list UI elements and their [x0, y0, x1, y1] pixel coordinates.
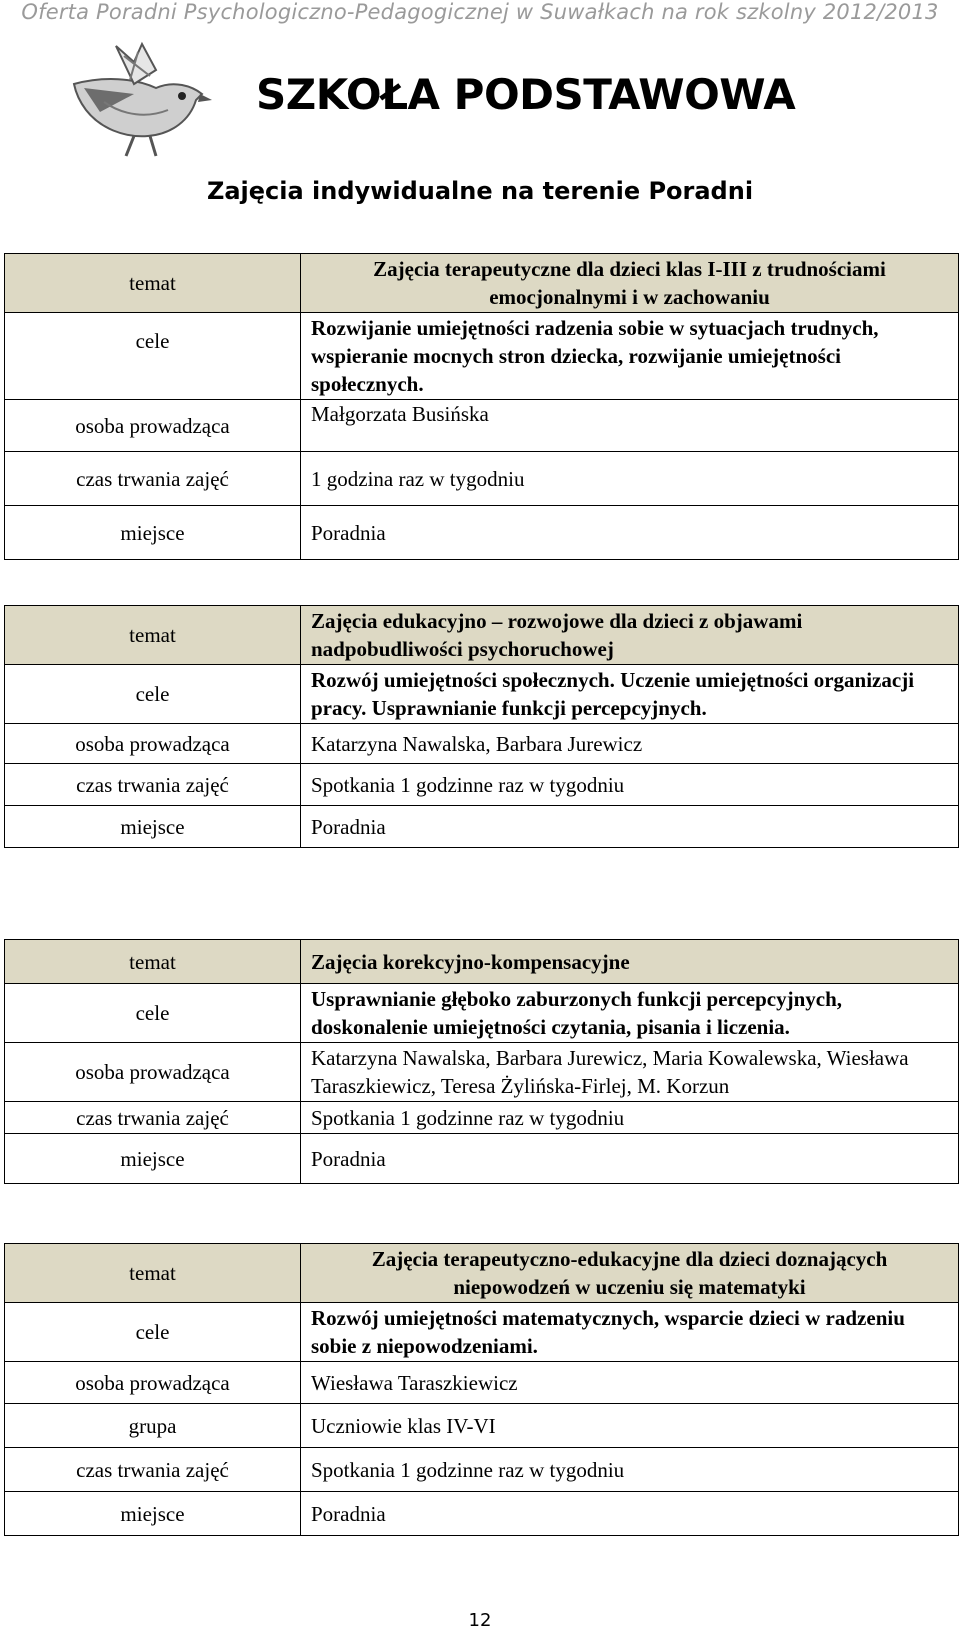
label-temat: temat — [5, 254, 301, 313]
section-heading: Zajęcia indywidualne na terenie Poradni — [206, 177, 754, 205]
place-value: Poradnia — [301, 806, 959, 848]
activity-card — [4, 605, 959, 848]
label-miejsce: miejsce — [5, 506, 301, 560]
goals-value: Rozwój umiejętności społecznych. Uczenie umiejętności organizacji pracy. Usprawnianie funkcji percepcyjnych. — [301, 665, 959, 724]
instructor-value: Wiesława Taraszkiewicz — [301, 1362, 959, 1404]
topic-value: Zajęcia edukacyjno – rozwojowe dla dzieci z objawami nadpobudliwości psychoruchowej — [301, 606, 959, 665]
goals-value: Rozwój umiejętności matematycznych, wsparcie dzieci w radzeniu sobie z niepowodzeniami. — [301, 1303, 959, 1362]
label-cele: cele — [5, 1303, 301, 1362]
activity-card — [4, 939, 959, 1184]
instructor-value: Katarzyna Nawalska, Barbara Jurewicz, Maria Kowalewska, Wiesława Taraszkiewicz, Teresa Żylińska-Firlej, M. Korzun — [301, 1043, 959, 1102]
topic-value: Zajęcia terapeutyczno-edukacyjne dla dzieci doznających niepowodzeń w uczeniu się matematyki — [301, 1244, 959, 1303]
label-czas: czas trwania zajęć — [5, 1102, 301, 1134]
duration-value: Spotkania 1 godzinne raz w tygodniu — [301, 1102, 959, 1134]
label-temat: temat — [5, 606, 301, 665]
label-miejsce: miejsce — [5, 806, 301, 848]
document-title: SZKOŁA PODSTAWOWA — [256, 70, 796, 119]
running-header: Oferta Poradni Psychologiczno-Pedagogicznej w Suwałkach na rok szkolny 2012/2013 — [21, 0, 939, 24]
label-osoba: osoba prowadząca — [5, 1362, 301, 1404]
duration-value: Spotkania 1 godzinne raz w tygodniu — [301, 764, 959, 806]
label-miejsce: miejsce — [5, 1492, 301, 1536]
bird-logo-icon — [64, 36, 214, 158]
label-osoba: osoba prowadząca — [5, 400, 301, 452]
instructor-value: Katarzyna Nawalska, Barbara Jurewicz — [301, 724, 959, 764]
goals-value: Rozwijanie umiejętności radzenia sobie w sytuacjach trudnych, wspieranie mocnych stron dziecka, rozwijanie umiejętności społecznych. — [301, 313, 959, 400]
group-value: Uczniowie klas IV-VI — [301, 1404, 959, 1448]
place-value: Poradnia — [301, 1134, 959, 1184]
label-cele: cele — [5, 313, 301, 400]
topic-value: Zajęcia korekcyjno-kompensacyjne — [301, 940, 959, 984]
place-value: Poradnia — [301, 1492, 959, 1536]
label-temat: temat — [5, 1244, 301, 1303]
label-cele: cele — [5, 984, 301, 1043]
label-cele: cele — [5, 665, 301, 724]
activity-card — [4, 1243, 959, 1536]
page-number: 12 — [468, 1610, 492, 1631]
label-osoba: osoba prowadząca — [5, 1043, 301, 1102]
label-czas: czas trwania zajęć — [5, 1448, 301, 1492]
topic-value: Zajęcia terapeutyczne dla dzieci klas I-III z trudnościami emocjonalnymi i w zachowaniu — [301, 254, 959, 313]
duration-value: Spotkania 1 godzinne raz w tygodniu — [301, 1448, 959, 1492]
instructor-value: Małgorzata Busińska — [301, 400, 959, 452]
place-value: Poradnia — [301, 506, 959, 560]
activity-card — [4, 253, 959, 560]
goals-value: Usprawnianie głęboko zaburzonych funkcji percepcyjnych, doskonalenie umiejętności czytania, pisania i liczenia. — [301, 984, 959, 1043]
label-czas: czas trwania zajęć — [5, 764, 301, 806]
label-miejsce: miejsce — [5, 1134, 301, 1184]
label-czas: czas trwania zajęć — [5, 452, 301, 506]
label-osoba: osoba prowadząca — [5, 724, 301, 764]
label-grupa: grupa — [5, 1404, 301, 1448]
label-temat: temat — [5, 940, 301, 984]
duration-value: 1 godzina raz w tygodniu — [301, 452, 959, 506]
